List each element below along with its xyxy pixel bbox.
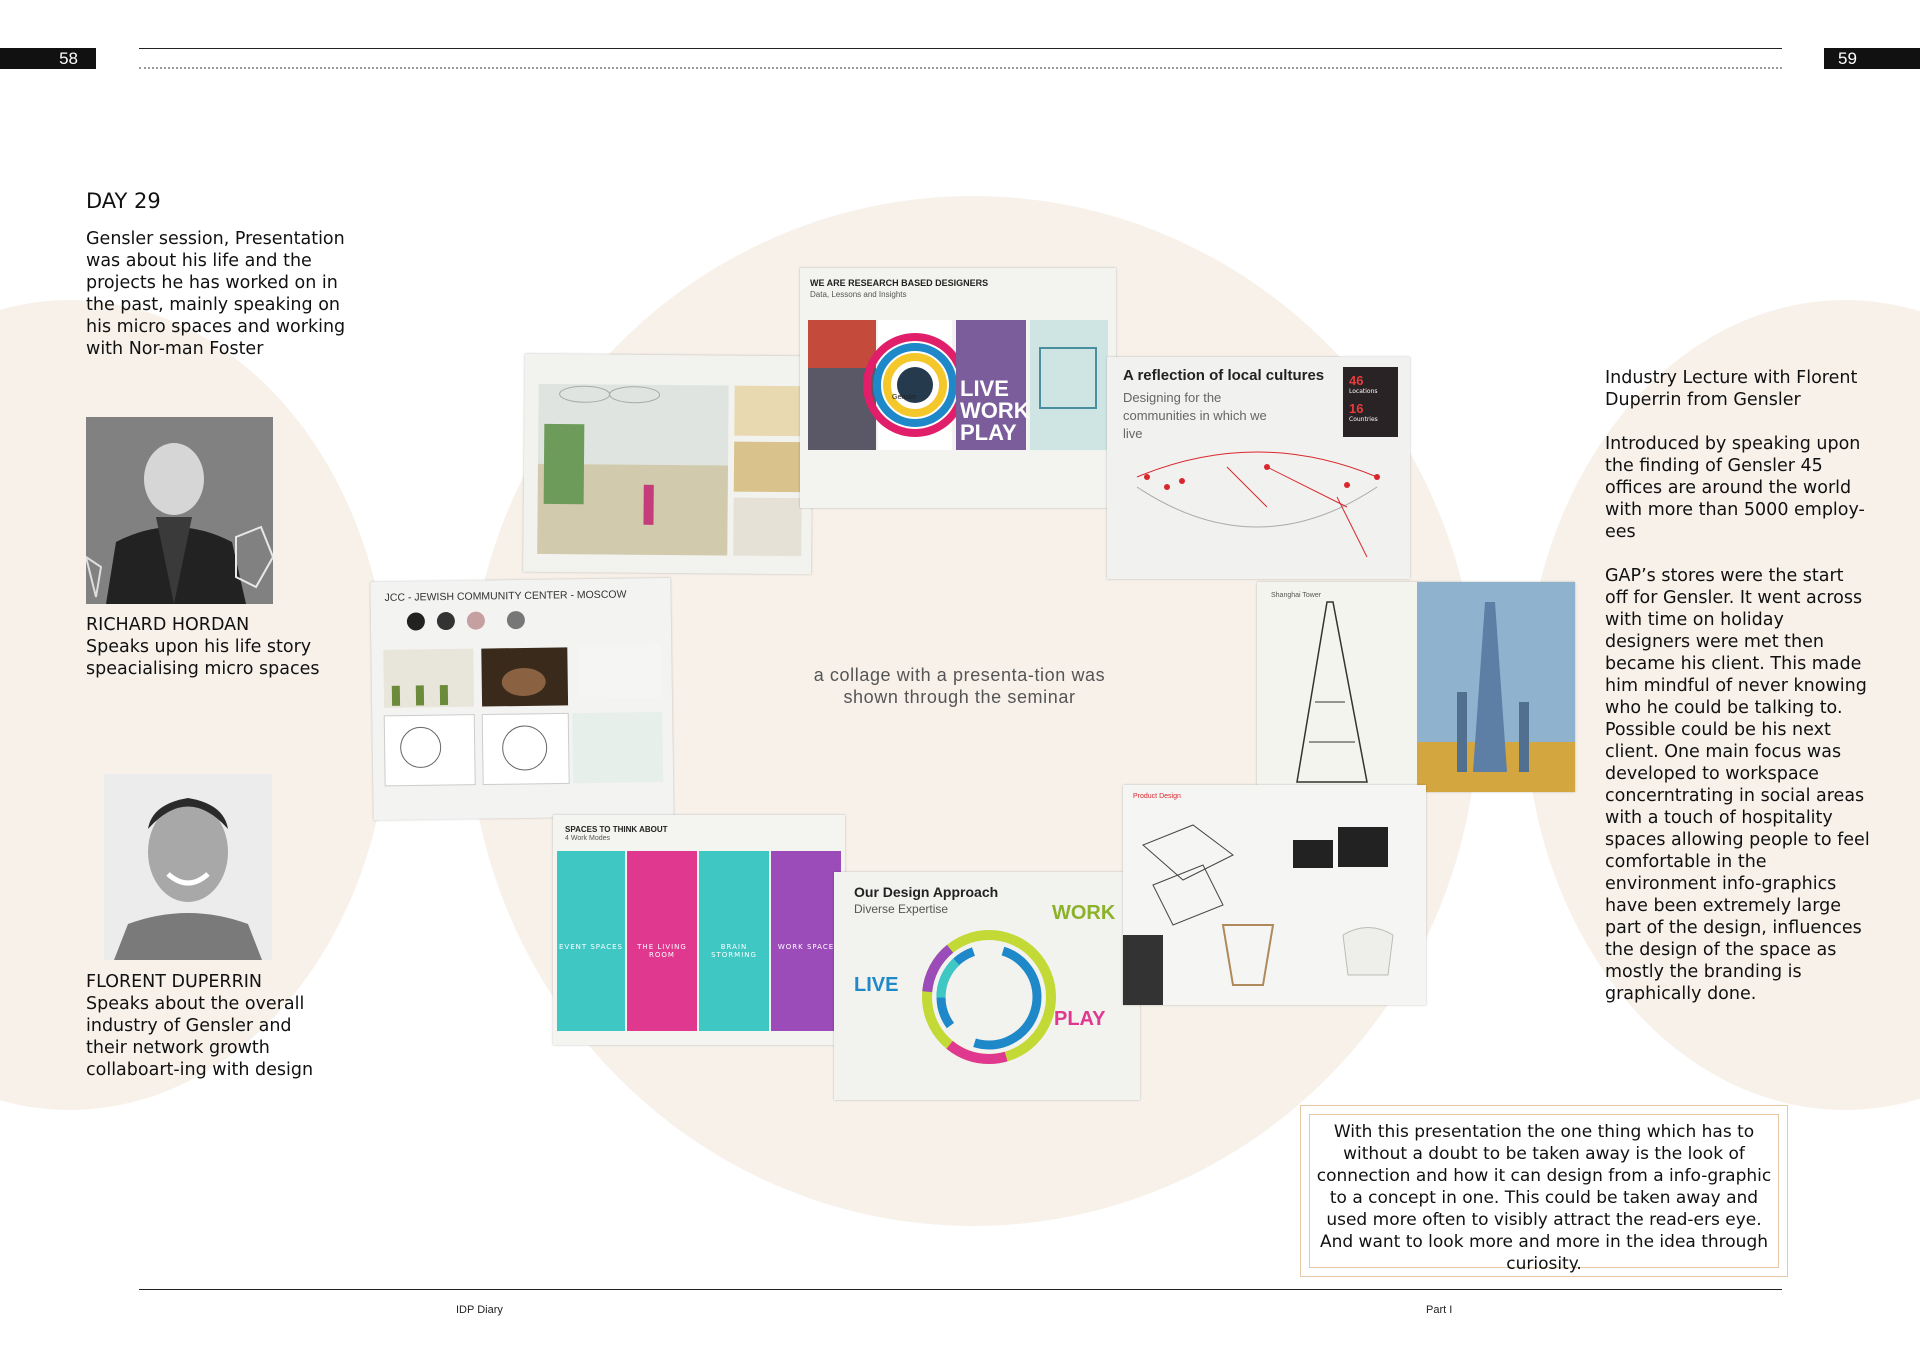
speaker1-desc: Speaks upon his life story speacialising micro spaces bbox=[86, 637, 320, 679]
mode-brain bbox=[699, 851, 769, 1031]
slide-research-brand: Gensler bbox=[892, 394, 917, 401]
slide-approach-title: Our Design Approach bbox=[854, 884, 999, 900]
footer-rule bbox=[139, 1289, 1782, 1290]
day-title: DAY 29 bbox=[86, 189, 161, 213]
footer-right: Part I bbox=[1426, 1304, 1453, 1316]
speaker1-photo bbox=[86, 417, 273, 604]
slide-cultures-title: A reflection of local cultures bbox=[1123, 367, 1325, 384]
lecture-title: Industry Lecture with Florent Duperrin from Gensler bbox=[1605, 368, 1858, 410]
speaker2-photo bbox=[104, 774, 272, 960]
stat-locations-label: Locations bbox=[1349, 388, 1378, 395]
slide-approach-sub: Diverse Expertise bbox=[854, 902, 949, 916]
slide-research-poster-text: LIVE WORK PLAY bbox=[960, 376, 1030, 445]
mode-brain-label: BRAIN STORMING bbox=[711, 943, 757, 959]
stat-countries-number: 16 bbox=[1349, 401, 1364, 416]
slide-cultures bbox=[1107, 357, 1410, 579]
slide-product bbox=[1123, 785, 1426, 1005]
slide-spaces-sub: 4 Work Modes bbox=[565, 835, 610, 842]
stat-locations-number: 46 bbox=[1349, 373, 1364, 388]
page-number-left: 58 bbox=[0, 48, 96, 69]
slide-tower-title: Shanghai Tower bbox=[1271, 592, 1322, 599]
reflection-quote-box bbox=[1300, 1105, 1788, 1277]
speaker2-name: FLORENT DUPERRIN bbox=[86, 972, 262, 992]
slide-product-title: Product Design bbox=[1133, 793, 1181, 800]
approach-work-label: WORK bbox=[1052, 902, 1116, 924]
collage-caption: a collage with a presenta-tion was shown through the seminar bbox=[813, 665, 1106, 707]
slide-research bbox=[800, 268, 1116, 508]
slide-approach bbox=[834, 872, 1140, 1100]
slide-cultures-sub: Designing for the communities in which we live bbox=[1123, 390, 1267, 441]
header-dotted-rule bbox=[139, 67, 1782, 69]
stat-countries-label: Countries bbox=[1349, 416, 1378, 423]
approach-play-label: PLAY bbox=[1054, 1008, 1106, 1030]
header-rule bbox=[139, 48, 1782, 49]
intro-text: Gensler session, Presentation was about his life and the projects he has worked on in the past, mainly speaking on his micro spaces and working with Nor-man Foster bbox=[86, 229, 346, 359]
speaker1-name: RICHARD HORDAN bbox=[86, 615, 250, 635]
reflection-quote-text: With this presentation the one thing which has to without a doubt to be taken away is the look of connection and how it can design from a info-graphic to a concept in one. This could be taken away and used more often to visibly attract the read-ers eye. And want to look more and more in the idea through curiosity. bbox=[1309, 1114, 1779, 1268]
mode-living-label: THE LIVING ROOM bbox=[637, 943, 687, 959]
slide-spaces bbox=[553, 815, 845, 1045]
slide-tower bbox=[1257, 582, 1575, 792]
slide-interiors bbox=[523, 354, 813, 575]
mode-work-label: WORK SPACE bbox=[777, 943, 835, 951]
gensler-intro: Introduced by speaking upon the finding of Gensler 45 offices are around the world with more than 5000 employ-ees bbox=[1605, 434, 1865, 542]
slide-research-sub: Data, Lessons and Insights bbox=[810, 290, 907, 299]
slide-spaces-title: SPACES TO THINK ABOUT bbox=[565, 825, 668, 834]
slide-research-title: WE ARE RESEARCH BASED DESIGNERS bbox=[810, 278, 989, 288]
page-number-right: 59 bbox=[1824, 48, 1920, 69]
approach-live-label: LIVE bbox=[854, 974, 899, 996]
mode-living bbox=[627, 851, 697, 1031]
mode-event bbox=[557, 851, 625, 1031]
gensler-story: GAP’s stores were the start off for Gensler. It went across with time on holiday designers were met then became his client. This made him mindful of never knowing who he could be talking to. Possible could be his next client. One main focus was developed to workspace concerntrating in social areas with a touch of hospitality spaces allowing people to feel comfortable in the environment info-graphics have been extremely large part of the design, influences the design of the space as mostly the branding is graphically done. bbox=[1605, 566, 1870, 1004]
slide-jcc-title: JCC - JEWISH COMMUNITY CENTER - MOSCOW bbox=[384, 588, 627, 604]
mode-work bbox=[771, 851, 841, 1031]
slide-jcc bbox=[370, 578, 673, 820]
mode-event-label: EVENT SPACES bbox=[558, 943, 623, 951]
slide-cultures-stats bbox=[1343, 367, 1398, 437]
speaker2-desc: Speaks about the overall industry of Gensler and their network growth collaboart-ing with design bbox=[86, 994, 314, 1080]
footer-left: IDP Diary bbox=[456, 1304, 503, 1316]
